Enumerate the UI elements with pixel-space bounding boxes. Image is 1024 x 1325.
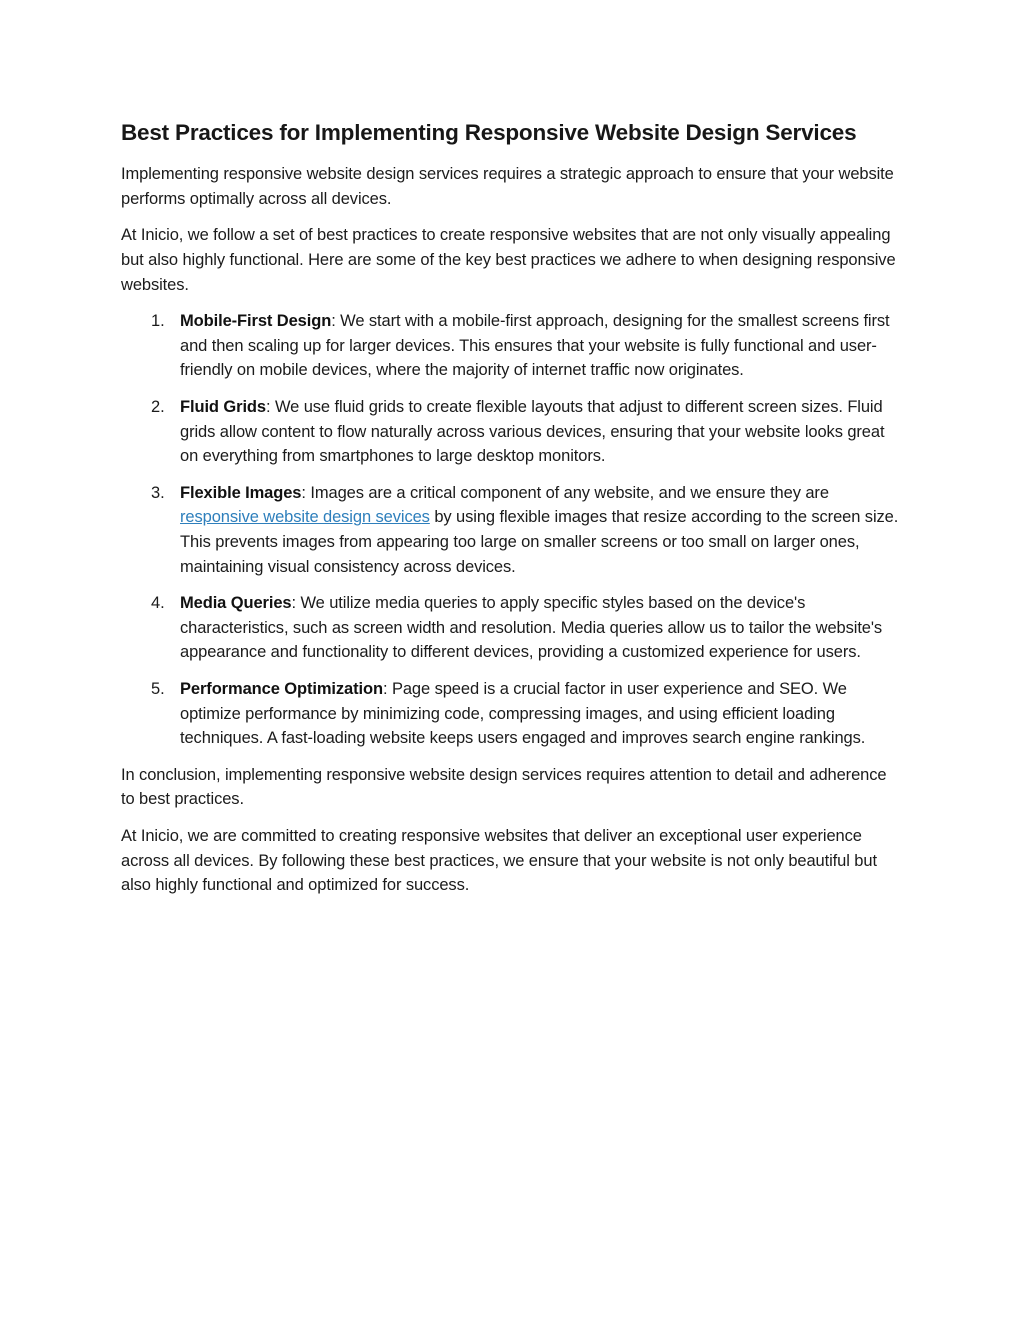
- list-item-label: Fluid Grids: [180, 398, 266, 416]
- list-item-label: Flexible Images: [180, 483, 302, 502]
- list-item-label: Performance Optimization: [180, 679, 383, 698]
- list-number: 2.: [151, 398, 165, 416]
- list-item-text: by using flexible images that resize according to the screen size. This prevents images from appearing too large on smaller screens or too small on larger ones, maintaining visual consistency across devices.: [180, 508, 899, 576]
- list-number: 5.: [151, 679, 165, 698]
- intro-paragraph-1: Implementing responsive website design services requires a strategic approach to ensure that your website performs optimally across all devices.: [121, 165, 894, 208]
- list-item-fluid-grids: [121, 395, 902, 469]
- list-item-label: Media Queries: [180, 594, 292, 613]
- list-item-media-queries: [121, 591, 902, 665]
- intro-paragraph-2: At Inicio, we follow a set of best practices to create responsive websites that are not only visually appealing but also highly functional. Here are some of the key best practices we adhere to when designing responsive websites.: [121, 226, 896, 294]
- list-item-text: : Page speed is a crucial factor in user experience and SEO. We optimize performance by minimizing code, compressing images, and using efficient loading techniques. A fast-loading website keeps users engaged and improves search engine rankings.: [180, 679, 866, 748]
- document-content: [121, 118, 902, 910]
- list-item-mobile-first-design: [121, 309, 902, 383]
- list-item-text: : We utilize media queries to apply specific styles based on the device's characteristics, such as screen width and resolution. Media queries allow us to tailor the website's appearance and functionality to different devices, providing a customized experience for users.: [180, 594, 883, 662]
- responsive-website-design-services-link[interactable]: responsive website design sevices: [180, 508, 430, 527]
- list-item-performance-optimization: [121, 677, 902, 751]
- conclusion-paragraph-2: At Inicio, we are committed to creating responsive websites that deliver an exceptional user experience across all devices. By following these best practices, we ensure that your website is not only beautiful but also highly functional and optimized for success.: [121, 826, 877, 895]
- page-title: Best Practices for Implementing Responsive Website Design Services: [121, 120, 857, 145]
- list-item-text: : We start with a mobile-first approach, designing for the smallest screens first and then scaling up for larger devices. This ensures that your website is fully functional and user-friendly on mobile devices, where the majority of internet traffic now originates.: [180, 312, 890, 380]
- list-item-text: : We use fluid grids to create flexible layouts that adjust to different screen sizes. Fluid grids allow content to flow naturally across various devices, ensuring that your website looks great on everything from smartphones to large desktop monitors.: [180, 398, 885, 466]
- list-number: 1.: [151, 312, 165, 331]
- conclusion-paragraph-1: In conclusion, implementing responsive website design services requires attention to detail and adherence to best practices.: [121, 765, 887, 809]
- list-number: 3.: [151, 483, 165, 502]
- list-item-label: Mobile-First Design: [180, 312, 332, 331]
- best-practices-list: [121, 309, 902, 751]
- list-item-text: : Images are a critical component of any website, and we ensure they are: [301, 483, 829, 502]
- list-number: 4.: [151, 594, 165, 613]
- list-item-flexible-images: [121, 481, 902, 579]
